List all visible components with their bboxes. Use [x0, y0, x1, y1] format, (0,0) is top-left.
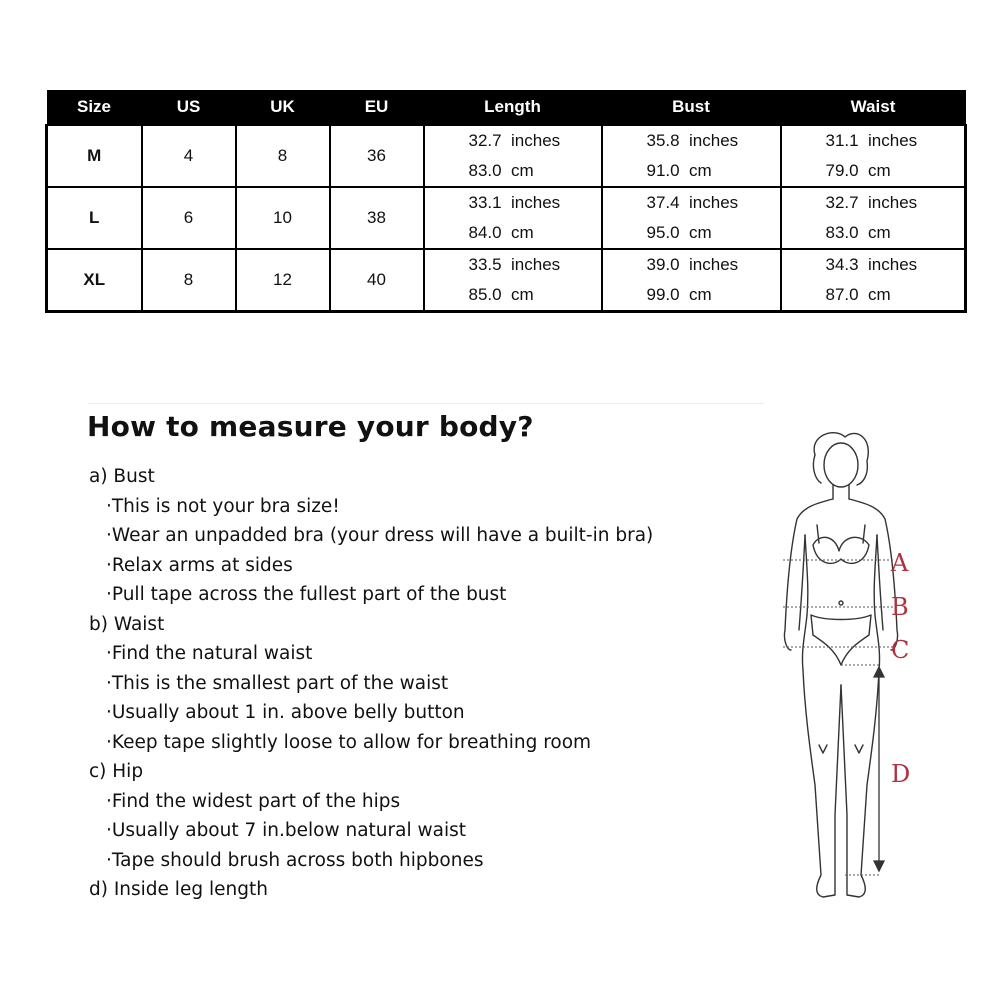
- tip-item: ·Keep tape slightly loose to allow for breathing room: [106, 731, 592, 753]
- uk-cell: 8: [236, 125, 330, 187]
- bust-cell: [602, 187, 781, 249]
- measure-guide-list: [89, 462, 653, 905]
- tip-item: ·Wear an unpadded bra (your dress will have a built-in bra): [106, 525, 654, 546]
- label-d: D: [891, 760, 911, 788]
- bust-cm: 95.0 cm: [646, 223, 712, 242]
- size-chart-table: [45, 90, 967, 313]
- label-c: C: [891, 636, 910, 664]
- label-a: A: [891, 549, 909, 577]
- size-cell: L: [47, 187, 142, 249]
- section-heading-inside-leg: d) Inside leg length: [89, 879, 268, 900]
- waist-cell: [781, 187, 966, 249]
- tip-item: ·Usually about 7 in.below natural waist: [106, 820, 466, 841]
- size-cell: XL: [47, 249, 142, 312]
- length-cell: [424, 249, 602, 312]
- tip-item: ·Pull tape across the fullest part of the bust: [106, 584, 507, 605]
- inside-leg-arrow-icon: [874, 667, 884, 871]
- waist-cell: [781, 125, 966, 187]
- section-heading-waist: b) Waist: [89, 613, 165, 635]
- bust-cell: [602, 249, 781, 312]
- label-b: B: [891, 593, 909, 621]
- size-table-header-row: [47, 90, 966, 125]
- header-uk: UK: [236, 90, 330, 125]
- length-cell: [424, 125, 602, 187]
- section-heading-hip: c) Hip: [89, 761, 144, 782]
- us-cell: 8: [142, 249, 236, 312]
- tip-item: ·Tape should brush across both hipbones: [106, 849, 484, 871]
- length-cell: [424, 187, 602, 249]
- uk-cell: 10: [236, 187, 330, 249]
- us-cell: 6: [142, 187, 236, 249]
- waist-cm: 87.0 cm: [825, 285, 891, 304]
- header-length: Length: [424, 90, 602, 125]
- length-cm: 85.0 cm: [468, 285, 534, 304]
- guide-divider: [88, 403, 764, 404]
- length-inches: 33.5 inches: [468, 255, 561, 274]
- uk-cell: 12: [236, 249, 330, 312]
- waist-cell: [781, 249, 966, 312]
- waist-inches: 32.7 inches: [825, 193, 918, 212]
- waist-cm: 79.0 cm: [825, 161, 891, 180]
- table-row: [47, 125, 966, 187]
- header-eu: EU: [330, 90, 424, 125]
- length-cm: 83.0 cm: [468, 161, 534, 180]
- waist-inches: 31.1 inches: [825, 131, 918, 150]
- length-inches: 33.1 inches: [468, 193, 561, 212]
- tip-item: ·Relax arms at sides: [106, 554, 293, 576]
- tip-item: ·This is not your bra size!: [106, 495, 340, 517]
- eu-cell: 40: [330, 249, 424, 312]
- waist-cm: 83.0 cm: [825, 223, 891, 242]
- waist-inches: 34.3 inches: [825, 255, 918, 274]
- bust-cm: 91.0 cm: [646, 161, 712, 180]
- length-inches: 32.7 inches: [468, 131, 561, 150]
- size-cell: M: [47, 125, 142, 187]
- eu-cell: 36: [330, 125, 424, 187]
- header-waist: Waist: [781, 90, 966, 125]
- bust-inches: 35.8 inches: [646, 131, 739, 150]
- measurement-lines: [783, 560, 893, 875]
- bust-inches: 39.0 inches: [646, 255, 739, 274]
- header-size: Size: [47, 90, 142, 125]
- bust-cell: [602, 125, 781, 187]
- header-us: US: [142, 90, 236, 125]
- length-cm: 84.0 cm: [468, 223, 534, 242]
- table-row: [47, 187, 966, 249]
- guide-title: How to measure your body?: [87, 410, 534, 443]
- tip-item: ·This is the smallest part of the waist: [106, 672, 449, 694]
- tip-item: ·Usually about 1 in. above belly button: [106, 702, 465, 723]
- bust-inches: 37.4 inches: [646, 193, 739, 212]
- eu-cell: 38: [330, 187, 424, 249]
- tip-item: ·Find the widest part of the hips: [106, 790, 401, 812]
- header-bust: Bust: [602, 90, 781, 125]
- bust-cm: 99.0 cm: [646, 285, 712, 304]
- tip-item: ·Find the natural waist: [106, 643, 313, 664]
- section-heading-bust: a) Bust: [89, 466, 155, 487]
- table-row: [47, 249, 966, 312]
- us-cell: 4: [142, 125, 236, 187]
- body-measurement-figure: [765, 425, 925, 915]
